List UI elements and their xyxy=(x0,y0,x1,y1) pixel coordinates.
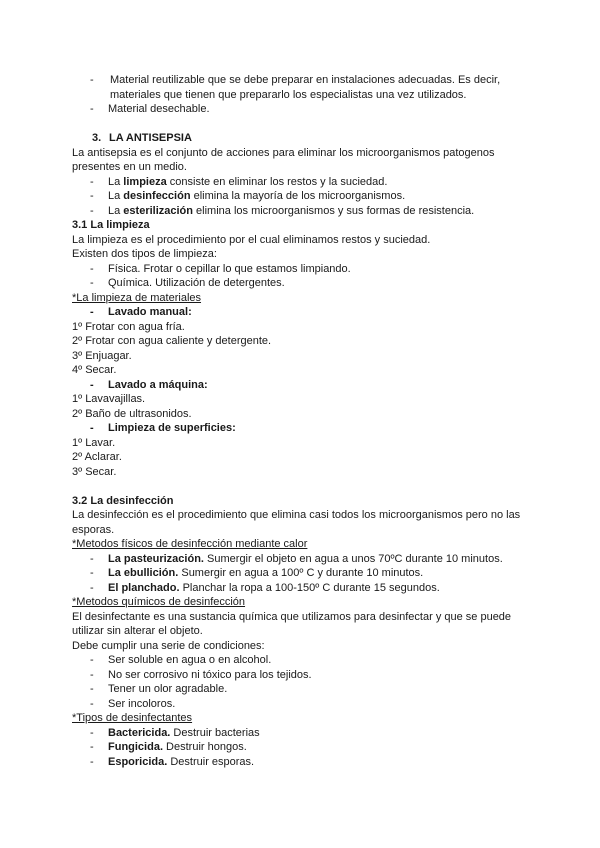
list-item: - Esporicida. Destruir esporas. xyxy=(72,755,532,770)
list-item: - Ser soluble en agua o en alcohol. xyxy=(72,653,532,668)
list-item: - Tener un olor agradable. xyxy=(72,682,532,697)
list-item: - Física. Frotar o cepillar lo que estamos limpiando. xyxy=(72,262,532,277)
list-item: - Bactericida. Destruir bacterias xyxy=(72,726,532,741)
list-item: - La desinfección elimina la mayoría de los microorganismos. xyxy=(72,189,532,204)
section-title: LA ANTISEPSIA xyxy=(109,132,192,144)
underlined-heading: *La limpieza de materiales xyxy=(72,291,202,304)
list-item: - La pasteurización. Sumergir el objeto en agua a unos 70ºC durante 10 minutos. xyxy=(72,552,532,567)
step: 3º Enjuagar. xyxy=(72,349,132,362)
step: 3º Secar. xyxy=(72,465,117,478)
paragraph: Existen dos tipos de limpieza: xyxy=(72,248,217,260)
step: 1º Frotar con agua fría. xyxy=(72,320,185,333)
list-item: - Material desechable. xyxy=(72,102,532,117)
underlined-heading: *Metodos físicos de desinfección mediante calor xyxy=(72,538,308,550)
paragraph: La antisepsia es el conjunto de acciones para eliminar los microorganismos patogenos presentes en un medio. xyxy=(72,146,495,173)
underlined-heading: *Metodos químicos de desinfección xyxy=(72,596,246,608)
step: 2º Baño de ultrasonidos. xyxy=(72,407,192,420)
document-content xyxy=(72,73,532,769)
underlined-heading: *Tipos de desinfectantes xyxy=(72,712,193,724)
step: 2º Aclarar. xyxy=(72,451,122,463)
paragraph: El desinfectante es una sustancia química que utilizamos para desinfectar y que se puede utilizar sin alterar el objeto. xyxy=(72,610,512,637)
list-item: - La esterilización elimina los microorganismos y sus formas de resistencia. xyxy=(72,204,532,219)
section-heading xyxy=(72,131,532,146)
list-item: - Ser incoloros. xyxy=(72,697,532,712)
list-item: - Lavado a máquina: xyxy=(72,378,532,393)
section-number: 3. xyxy=(92,132,102,144)
paragraph: Debe cumplir una serie de condiciones: xyxy=(72,639,265,652)
list-item: - Lavado manual: xyxy=(72,305,532,320)
paragraph: La desinfección es el procedimiento que elimina casi todos los microorganismos pero no las esporas. xyxy=(72,509,521,536)
step: 4º Secar. xyxy=(72,364,117,376)
list-item: - Fungicida. Destruir hongos. xyxy=(72,740,532,755)
paragraph: La limpieza es el procedimiento por el cual eliminamos restos y suciedad. xyxy=(72,233,431,246)
step: 1º Lavavajillas. xyxy=(72,393,146,405)
list-item: - Química. Utilización de detergentes. xyxy=(72,276,532,291)
list-item: - Limpieza de superficies: xyxy=(72,421,532,436)
subsection-title: 3.2 La desinfección xyxy=(72,494,174,507)
list-item: - No ser corrosivo ni tóxico para los tejidos. xyxy=(72,668,532,683)
list-item: - La limpieza consiste en eliminar los restos y la suciedad. xyxy=(72,175,532,190)
subsection-title: 3.1 La limpieza xyxy=(72,219,150,231)
list-item: - Material reutilizable que se debe preparar en instalaciones adecuadas. Es decir, materiales que tienen que prepararlo los especialistas una vez utilizados. xyxy=(72,73,532,102)
list-item: - La ebullición. Sumergir en agua a 100º C y durante 10 minutos. xyxy=(72,566,532,581)
step: 2º Frotar con agua caliente y detergente. xyxy=(72,335,272,347)
list-item: - El planchado. Planchar la ropa a 100-150º C durante 15 segundos. xyxy=(72,581,532,596)
step: 1º Lavar. xyxy=(72,436,116,449)
